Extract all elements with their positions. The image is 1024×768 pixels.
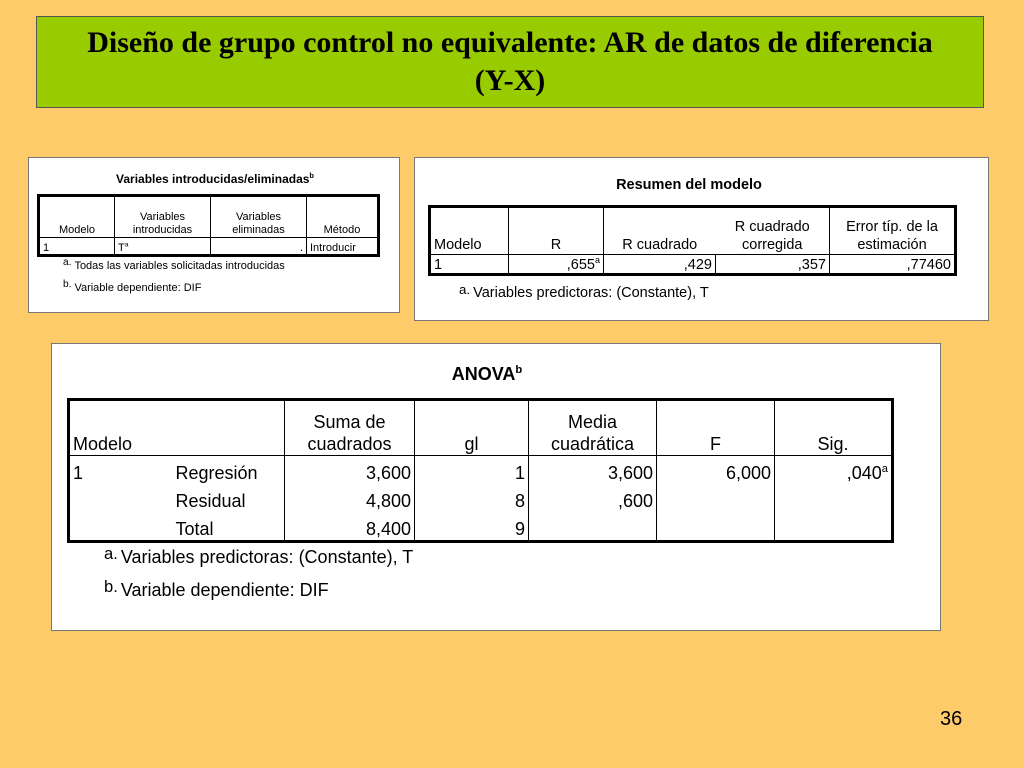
anova-cell-ms (529, 512, 657, 542)
anova-cell-gl: 8 (415, 484, 529, 512)
note-marker: a. (459, 282, 471, 297)
anova-caption-sup: b (515, 364, 523, 376)
summary-header-se: Error típ. de la estimación (830, 207, 956, 255)
anova-cell-source: Regresión (175, 463, 258, 483)
anova-cell-modelo: 1 (69, 456, 173, 485)
note-text: Variable dependiente: DIF (74, 282, 202, 294)
summary-note-a (459, 282, 709, 301)
anova-cell-source: Residual (175, 491, 246, 511)
anova-panel (51, 343, 941, 631)
summary-cell-r2adj: ,357 (716, 255, 830, 275)
note-text: Todas las variables solicitadas introducidas (74, 260, 285, 272)
vars-header-eliminadas: Variables eliminadas (211, 196, 307, 238)
title-banner (36, 16, 984, 108)
vars-note-b (63, 279, 202, 294)
vars-header-row (39, 196, 379, 238)
vars-table (37, 194, 380, 257)
anova-header-f: F (657, 400, 775, 456)
table-row (430, 255, 956, 275)
anova-cell-gl: 1 (415, 456, 529, 485)
summary-cell-modelo: 1 (430, 255, 509, 275)
table-row (39, 238, 379, 256)
vars-caption-text: Variables introducidas/eliminadas (116, 172, 310, 186)
summary-cell-r2: ,429 (604, 255, 716, 275)
note-text: Variable dependiente: DIF (120, 580, 329, 600)
anova-table (67, 398, 894, 543)
anova-cell-sig (775, 484, 893, 512)
anova-note-b (104, 577, 329, 601)
anova-header-modelo: Modelo (69, 400, 285, 456)
anova-cell-f: 6,000 (657, 456, 775, 485)
summary-header-r: R (509, 207, 604, 255)
summary-header-row (430, 207, 956, 255)
anova-table-caption (407, 364, 567, 385)
summary-cell-r-sup: a (595, 255, 600, 266)
vars-note-a (63, 257, 285, 272)
anova-cell-ms: 3,600 (529, 456, 657, 485)
summary-header-r2: R cuadrado (604, 207, 716, 255)
vars-header-metodo: Método (307, 196, 379, 238)
note-marker: a. (63, 257, 72, 268)
vars-header-introducidas: Variables introducidas (115, 196, 211, 238)
vars-cell-introducidas (115, 238, 211, 256)
summary-cell-se: ,77460 (830, 255, 956, 275)
note-marker: b. (104, 577, 118, 596)
note-text: Variables predictoras: (Constante), T (473, 285, 709, 301)
anova-header-ss: Suma de cuadrados (285, 400, 415, 456)
anova-header-sig: Sig. (775, 400, 893, 456)
note-marker: b. (63, 279, 72, 290)
anova-cell-f (657, 512, 775, 542)
table-row (69, 456, 893, 485)
anova-cell-sig (775, 512, 893, 542)
vars-cell-introducidas-text: T (118, 242, 125, 254)
summary-cell-r (509, 255, 604, 275)
summary-table (428, 205, 957, 276)
note-text: Variables predictoras: (Constante), T (120, 547, 414, 567)
anova-cell-ms: ,600 (529, 484, 657, 512)
anova-cell-ss: 3,600 (285, 456, 415, 485)
anova-header-ms: Media cuadrática (529, 400, 657, 456)
table-row (69, 512, 893, 542)
anova-cell-source: Total (175, 519, 214, 539)
anova-cell-sig-text: ,040 (846, 463, 882, 483)
summary-table-caption: Resumen del modelo (616, 177, 762, 193)
vars-cell-introducidas-sup: a (124, 241, 129, 249)
note-marker: a. (104, 544, 118, 563)
anova-cell-modelo (69, 484, 173, 512)
anova-caption-text: ANOVA (451, 364, 516, 384)
anova-cell-sig (775, 456, 893, 485)
summary-header-modelo: Modelo (430, 207, 509, 255)
vars-cell-eliminadas: . (211, 238, 307, 256)
vars-header-modelo: Modelo (39, 196, 115, 238)
anova-cell-gl: 9 (415, 512, 529, 542)
vars-cell-metodo: Introducir (307, 238, 379, 256)
anova-note-a (104, 544, 414, 568)
slide-title: Diseño de grupo control no equivalente: AR de datos de diferencia (Y-X) (87, 26, 933, 97)
anova-cell-f (657, 484, 775, 512)
table-row (69, 484, 893, 512)
model-summary-panel (414, 157, 989, 321)
summary-cell-r-text: ,655 (566, 257, 595, 273)
summary-header-r2adj: R cuadrado corregida (734, 219, 810, 253)
anova-header-gl: gl (415, 400, 529, 456)
slide-number: 36 (940, 708, 963, 730)
vars-entered-panel (28, 157, 400, 313)
vars-cell-modelo: 1 (39, 238, 115, 256)
anova-header-row (69, 400, 893, 456)
anova-cell-ss: 4,800 (285, 484, 415, 512)
anova-cell-modelo (69, 512, 173, 542)
vars-table-caption (29, 172, 401, 186)
vars-caption-sup: b (309, 171, 314, 180)
anova-cell-sig-sup: a (881, 463, 889, 475)
anova-cell-ss: 8,400 (285, 512, 415, 542)
